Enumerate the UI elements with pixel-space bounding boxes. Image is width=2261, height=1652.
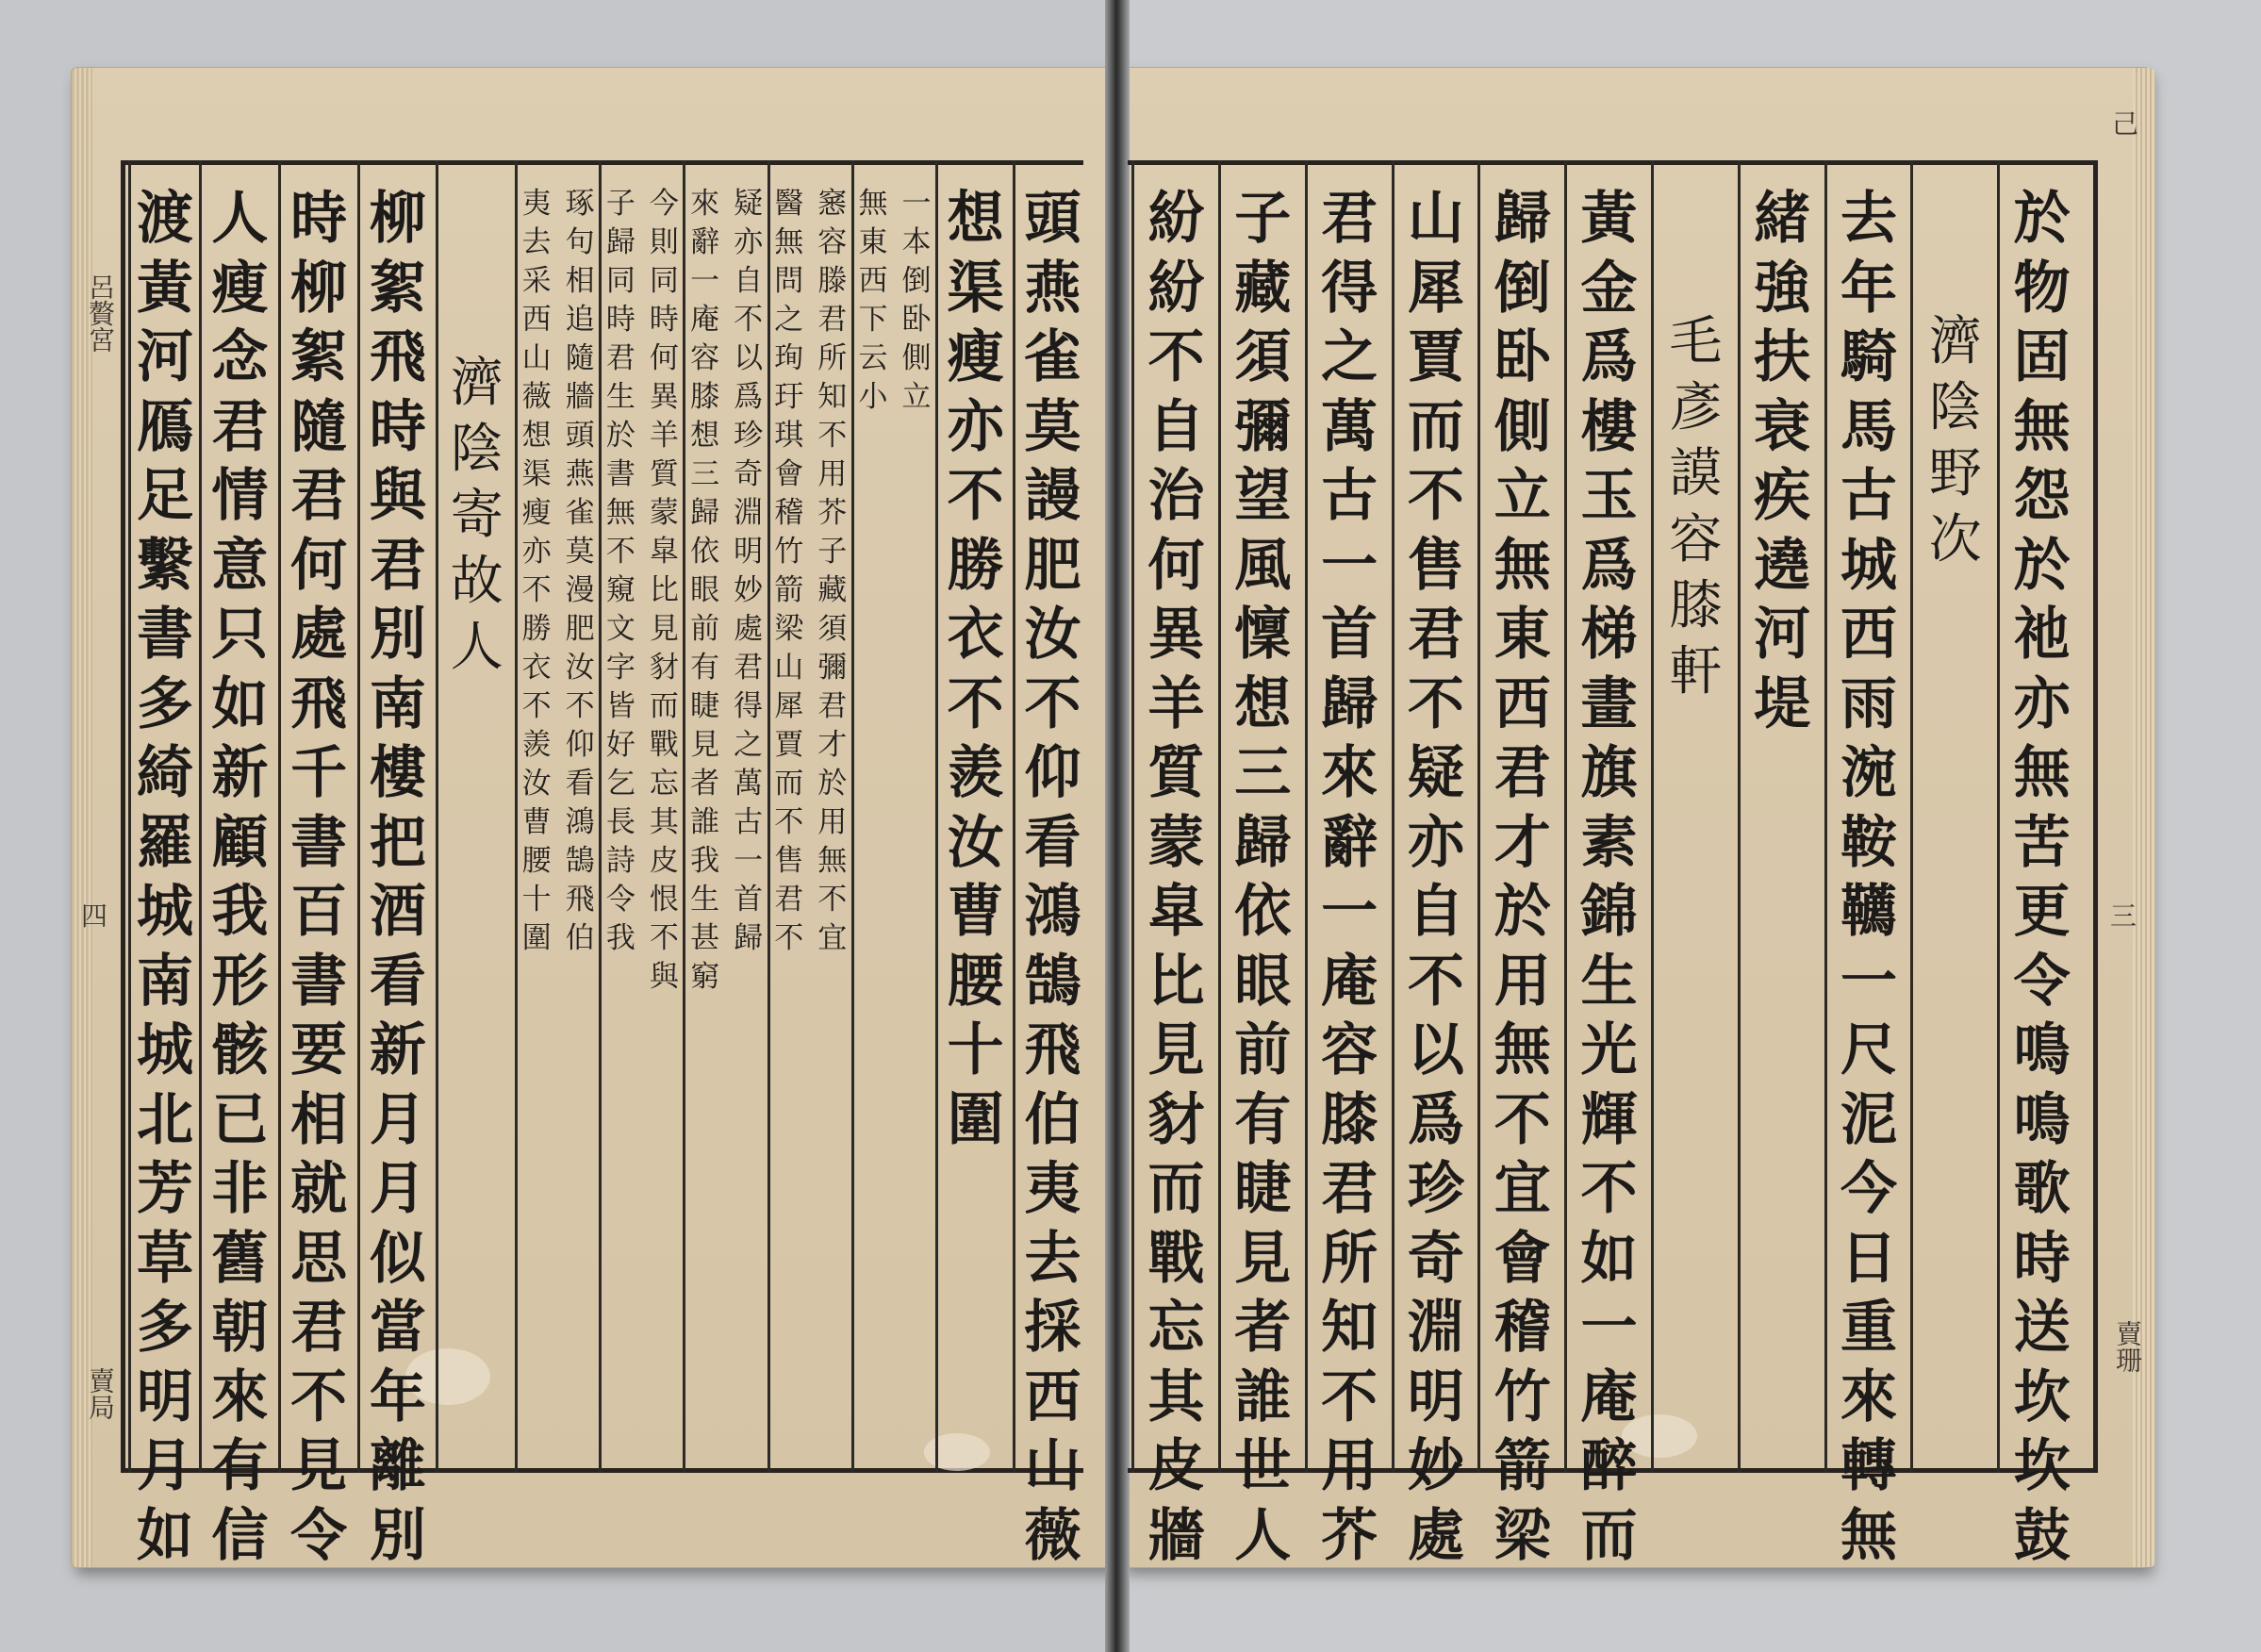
text-column: 紛 紛 不 自 治 何 異 羊 質 蒙 皐 比 見 豺 而 戰 忘 其 皮 牆	[1131, 160, 1218, 1473]
text-column	[683, 160, 767, 1473]
annotation-subcolumn: 一 本 倒 卧 側 立	[901, 187, 932, 414]
right-page-columns	[1131, 160, 2084, 1569]
text-column: 去 年 騎 馬 古 城 西 雨 涴 鞍 韉 一 尺 泥 今 日 重 來 轉 無	[1824, 160, 1911, 1473]
annotation-subcolumn: 今 則 同 時 何 異 羊 質 蒙 皐 比 見 豺 而 戰 忘 其 皮 恨 不 與	[649, 187, 679, 994]
text-column: 於 物 固 無 怨 於 祂 亦 無 苦 更 令 鳴 鳴 歌 時 送 坎 坎 鼓	[1997, 160, 2084, 1473]
text-column: 時 柳 絮 隨 君 何 處 飛 千 書 百 書 要 相 就 思 君 不 見 令	[278, 160, 357, 1473]
text-column: 柳 絮 飛 時 與 君 別 南 樓 把 酒 看 新 月 月 似 當 年 離 別	[357, 160, 437, 1473]
text-column: 頭 燕 雀 莫 謾 肥 汝 不 仰 看 鴻 鵠 飛 伯 夷 去 採 西 山 薇	[1013, 160, 1090, 1473]
text-column: 毛 彥 謨 容 膝 軒	[1651, 160, 1738, 1473]
text-column: 人 瘦 念 君 情 意 只 如 新 顧 我 形 骸 已 非 舊 朝 來 有 信	[199, 160, 278, 1473]
text-column: 想 渠 瘦 亦 不 勝 衣 不 羨 汝 曹 腰 十 圍	[935, 160, 1013, 1473]
annotation-subcolumn: 夷 去 采 西 山 薇 想 渠 瘦 亦 不 勝 衣 不 羨 汝 曹 腰 十 圍	[521, 187, 552, 955]
annotation-subcolumn: 琢 句 相 追 隨 牆 頭 燕 雀 莫 漫 肥 汝 不 仰 看 鴻 鵠 飛 伯	[565, 187, 595, 955]
text-column: 渡 黃 河 鴈 足 繫 書 多 綺 羅 城 南 城 北 芳 草 多 明 月 如	[128, 160, 199, 1473]
folio-mark-left-bottom: 賣局	[85, 1367, 116, 1420]
folio-mark-left-top: 呂贅宮	[85, 273, 116, 353]
annotation-subcolumn: 醫 無 問 之 珣 玗 琪 會 稽 竹 箭 梁 山 犀 賈 而 不 售 君 不	[774, 187, 804, 955]
folio-mark-right-mid: 三	[2110, 900, 2137, 932]
text-column	[851, 160, 935, 1473]
text-column: 濟 陰 寄 故 人	[436, 160, 515, 1473]
text-column	[767, 160, 851, 1473]
folio-mark-right-bottom: 賣珊	[2112, 1320, 2143, 1373]
folio-mark-left-mid: 四	[81, 900, 108, 932]
text-column: 子 藏 須 彌 望 風 懍 想 三 歸 依 眼 前 有 睫 見 者 誰 世 人	[1218, 160, 1305, 1473]
text-column: 緒 強 扶 衰 疾 遶 河 堤	[1738, 160, 1824, 1473]
text-column: 濟 陰 野 次	[1910, 160, 1997, 1473]
text-column: 山 犀 賈 而 不 售 君 不 疑 亦 自 不 以 爲 珍 奇 淵 明 妙 處	[1392, 160, 1478, 1473]
annotation-subcolumn: 子 歸 同 時 君 生 於 書 無 不 窺 文 字 皆 好 乞 長 詩 令 我	[605, 187, 635, 955]
annotation-subcolumn: 疑 亦 自 不 以 爲 珍 奇 淵 明 妙 處 君 得 之 萬 古 一 首 歸	[734, 187, 764, 955]
text-column: 黃 金 爲 樓 玉 爲 梯 畫 旗 素 錦 生 光 輝 不 如 一 庵 醉 而	[1564, 160, 1651, 1473]
annotation-subcolumn: 無 東 西 下 云 小	[858, 187, 888, 414]
annotation-subcolumn: 來 辭 一 庵 容 膝 想 三 歸 依 眼 前 有 睫 見 者 誰 我 生 甚 窮	[690, 187, 720, 994]
text-column	[599, 160, 683, 1473]
book-gutter	[1105, 0, 1130, 1652]
left-page-columns	[128, 160, 1090, 1569]
folio-mark-right-top: 己	[2112, 108, 2139, 140]
text-column: 歸 倒 卧 側 立 無 東 西 君 才 於 用 無 不 宜 會 稽 竹 箭 梁	[1477, 160, 1564, 1473]
annotation-subcolumn: 窸 容 滕 君 所 知 不 用 芥 子 藏 須 彌 君 才 於 用 無 不 宜	[817, 187, 848, 955]
text-column	[515, 160, 599, 1473]
text-column: 君 得 之 萬 古 一 首 歸 來 辭 一 庵 容 膝 君 所 知 不 用 芥	[1305, 160, 1392, 1473]
